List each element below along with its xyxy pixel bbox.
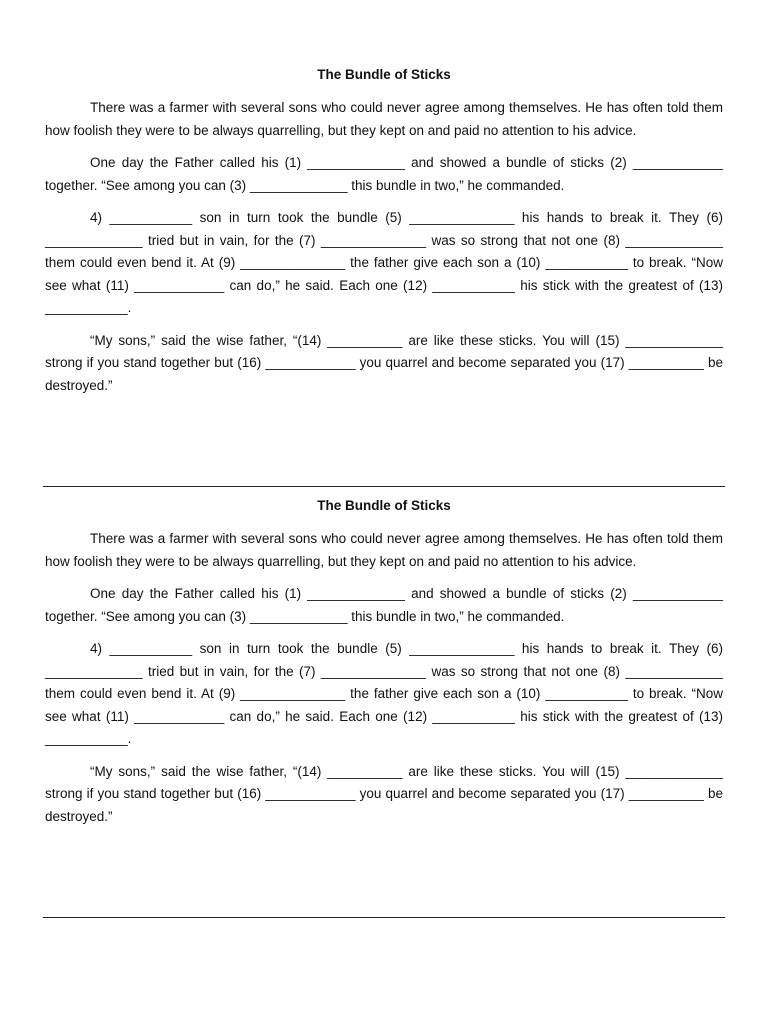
story-paragraph-sons-try: 4) ___________ son in turn took the bundle (5) ______________ his hands to break it. They (6) _____________ tried but in vain, for the (7) ______________ was so strong that not one (8) _____________ them could even bend it. At (9) ______________ the father give each son a (10) ___________ to break. “Now see what (11) ____________ can do,” he said. Each one (12) ___________ his stick with the greatest of (13) ___________. [45, 210, 723, 315]
worksheet-title: The Bundle of Sticks [317, 67, 451, 82]
divider-line [43, 917, 725, 918]
story-paragraph-intro: There was a farmer with several sons who could never agree among themselves. He has often told them how foolish they were to be always quarrelling, but they kept on and paid no attention to his advice. [45, 531, 723, 569]
divider-line [43, 486, 725, 487]
worksheet-top [45, 66, 723, 407]
worksheet-bottom [45, 497, 723, 838]
story-paragraph-intro: There was a farmer with several sons who could never agree among themselves. He has often told them how foolish they were to be always quarrelling, but they kept on and paid no attention to his advice. [45, 100, 723, 138]
story-paragraph-father-calls: One day the Father called his (1) _____________ and showed a bundle of sticks (2) ____________ together. “See among you can (3) _____________ this bundle in two,” he commanded. [45, 586, 723, 624]
story-paragraph-moral: “My sons,” said the wise father, “(14) __________ are like these sticks. You will (15) _____________ strong if you stand together but (16) ____________ you quarrel and become separated you (17) __________ be destroyed.” [45, 763, 723, 824]
story-paragraph-father-calls: One day the Father called his (1) _____________ and showed a bundle of sticks (2) ____________ together. “See among you can (3) _____________ this bundle in two,” he commanded. [45, 155, 723, 193]
worksheet-title: The Bundle of Sticks [317, 498, 451, 513]
story-paragraph-sons-try: 4) ___________ son in turn took the bundle (5) ______________ his hands to break it. They (6) _____________ tried but in vain, for the (7) ______________ was so strong that not one (8) _____________ them could even bend it. At (9) ______________ the father give each son a (10) ___________ to break. “Now see what (11) ____________ can do,” he said. Each one (12) ___________ his stick with the greatest of (13) ___________. [45, 641, 723, 746]
story-paragraph-moral: “My sons,” said the wise father, “(14) __________ are like these sticks. You will (15) _____________ strong if you stand together but (16) ____________ you quarrel and become separated you (17) __________ be destroyed.” [45, 332, 723, 393]
